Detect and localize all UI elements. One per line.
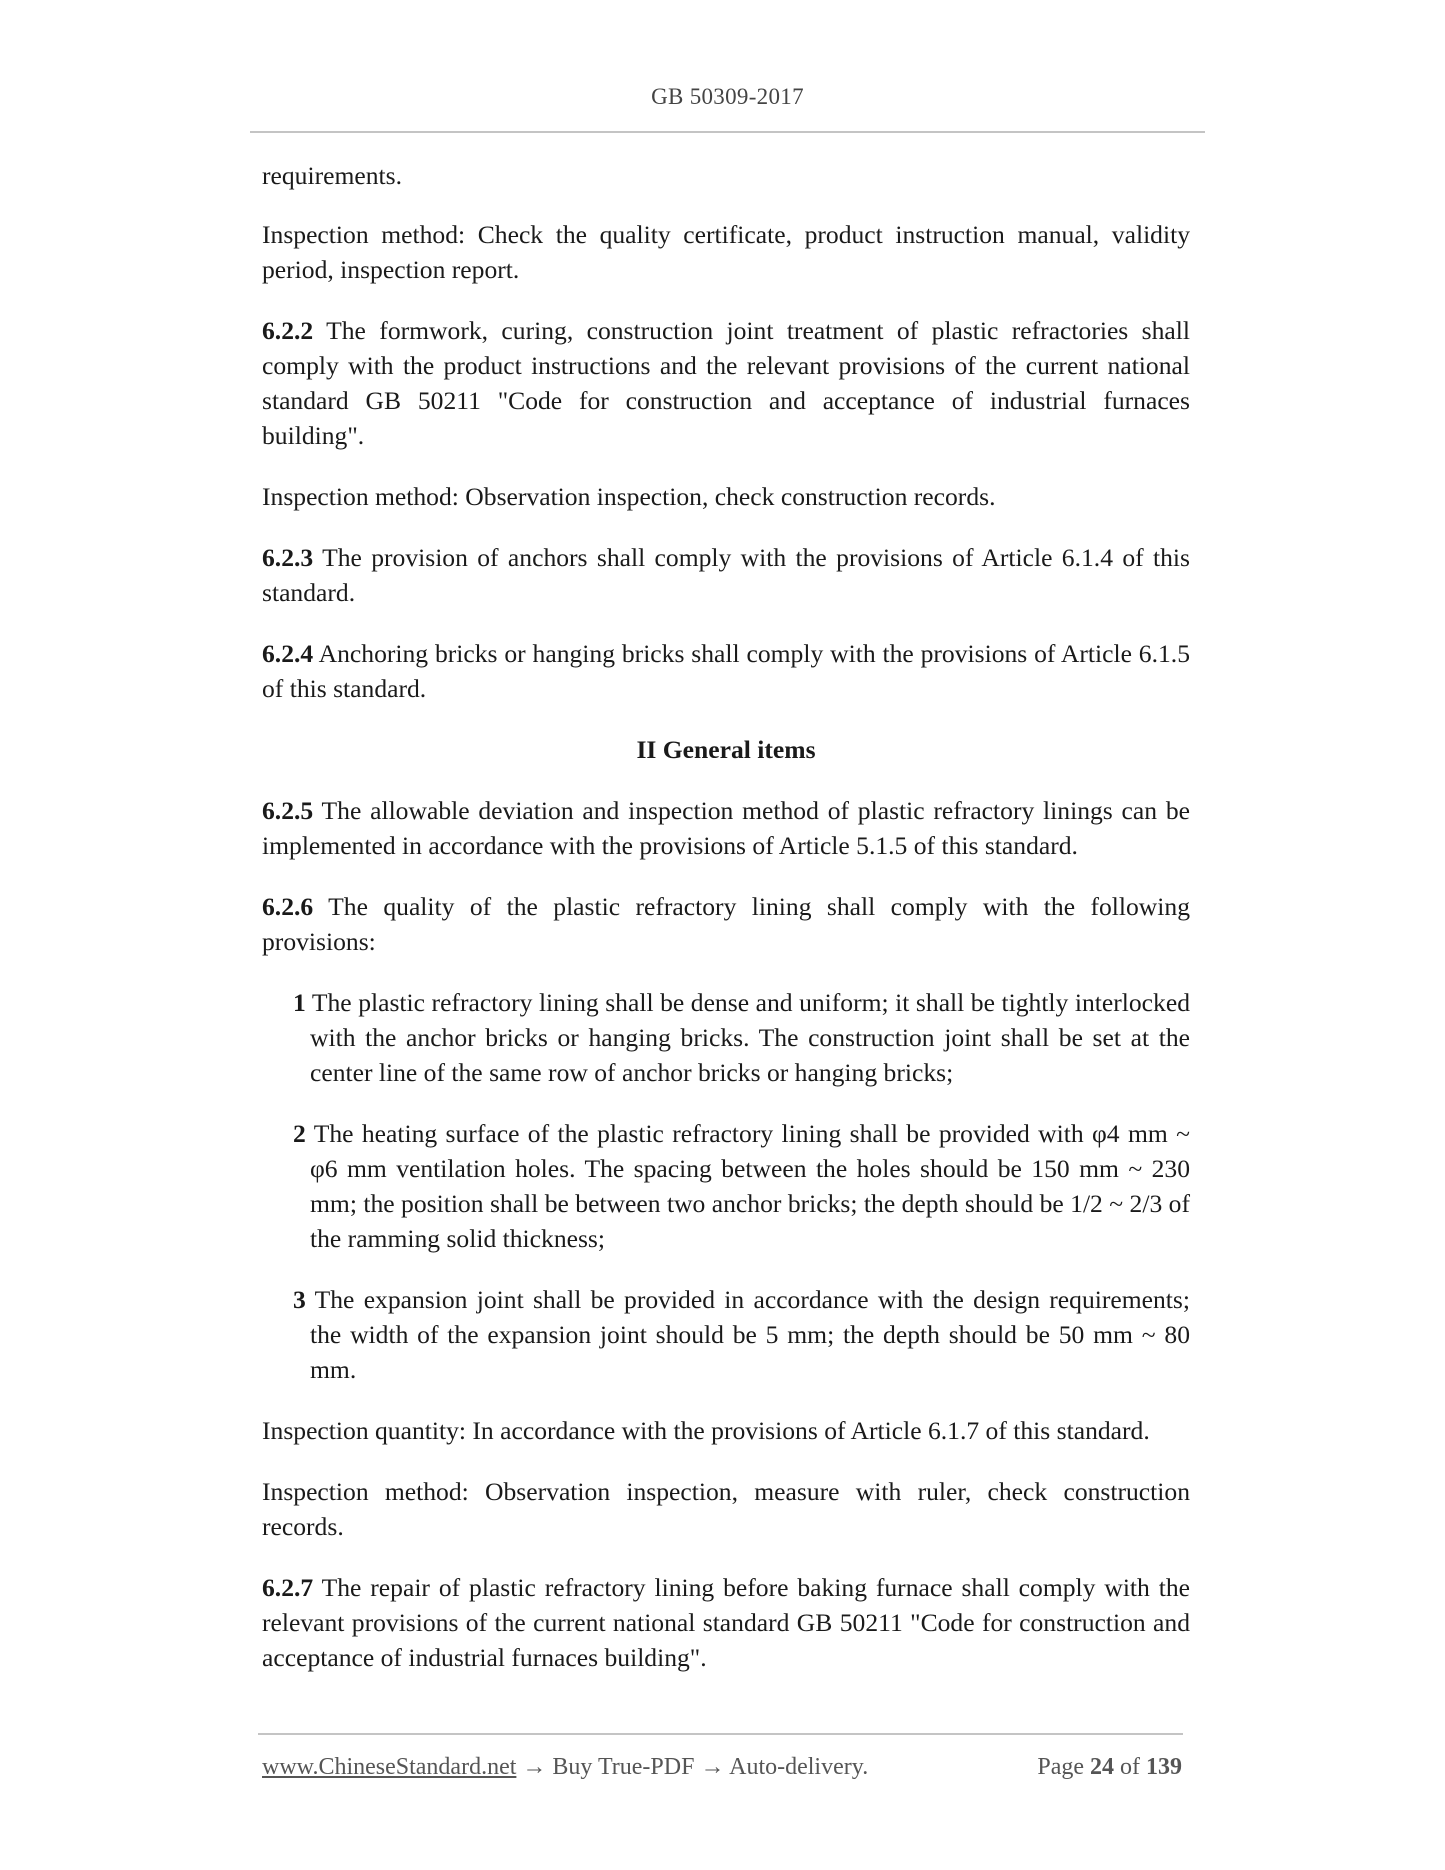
clause-6-2-2 [262, 313, 1190, 453]
promo-text: → Buy True-PDF → Auto-delivery. [516, 1754, 869, 1780]
list-item-text: The heating surface of the plastic refractory lining shall be provided with φ4 mm ~ φ6 mm ventilation holes. The spacing between the holes should be 150 mm ~ 230 mm; the position shall be between two anchor bricks; the depth should be 1/2 ~ 2/3 of the ramming solid thickness; [305, 1119, 1190, 1253]
list-item-number: 1 [293, 988, 306, 1017]
total-pages-number: 139 [1146, 1754, 1182, 1780]
site-link[interactable]: www.ChineseStandard.net [262, 1754, 517, 1780]
list-item-number: 3 [293, 1285, 306, 1314]
footer-promo [262, 1754, 868, 1781]
clause-text: The repair of plastic refractory lining before baking furnace shall comply with the relevant provisions of the current national standard GB 50211 "Code for construction and acceptance of industrial furnaces building". [262, 1573, 1190, 1672]
clause-6-2-4 [262, 636, 1190, 706]
clause-number: 6.2.2 [262, 316, 314, 345]
section-heading: II General items [636, 735, 816, 764]
continuation-paragraph: requirements. [262, 161, 403, 190]
footer-divider [258, 1733, 1183, 1735]
clause-number: 6.2.7 [262, 1573, 314, 1602]
inspection-method-paragraph: Inspection method: Observation inspection, measure with ruler, check construction records. [262, 1477, 1190, 1541]
list-item-text: The expansion joint shall be provided in accordance with the design requirements; the width of the expansion joint should be 5 mm; the depth should be 50 mm ~ 80 mm. [305, 1285, 1190, 1384]
clause-number: 6.2.6 [262, 892, 314, 921]
clause-text: The allowable deviation and inspection method of plastic refractory linings can be implemented in accordance with the provisions of Article 5.1.5 of this standard. [262, 796, 1190, 860]
clause-number: 6.2.4 [262, 639, 314, 668]
of-label: of [1114, 1754, 1146, 1780]
clause-number: 6.2.3 [262, 543, 314, 572]
clause-text: The formwork, curing, construction joint treatment of plastic refractories shall comply with the product instructions and the relevant provisions of the current national standard GB 50211 "Code for construction and acceptance of industrial furnaces building". [262, 316, 1190, 450]
clause-6-2-7 [262, 1570, 1190, 1675]
document-body [262, 158, 1190, 1701]
clause-6-2-3 [262, 540, 1190, 610]
clause-text: The quality of the plastic refractory lining shall comply with the following provisions: [262, 892, 1190, 956]
page-label: Page [1037, 1754, 1090, 1780]
clause-6-2-5 [262, 793, 1190, 863]
list-item [262, 985, 1190, 1090]
list-item-text: The plastic refractory lining shall be dense and uniform; it shall be tightly interlocked with the anchor bricks or hanging bricks. The construction joint shall be set at the center line of the same row of anchor bricks or hanging bricks; [305, 988, 1190, 1087]
header-divider [250, 131, 1205, 133]
clause-number: 6.2.5 [262, 796, 314, 825]
inspection-quantity-paragraph: Inspection quantity: In accordance with the provisions of Article 6.1.7 of this standard. [262, 1416, 1150, 1445]
inspection-method-paragraph: Inspection method: Check the quality certificate, product instruction manual, validity period, inspection report. [262, 220, 1190, 284]
list-item [262, 1282, 1190, 1387]
inspection-method-paragraph: Inspection method: Observation inspection, check construction records. [262, 482, 996, 511]
list-item [262, 1116, 1190, 1256]
clause-text: Anchoring bricks or hanging bricks shall comply with the provisions of Article 6.1.5 of this standard. [262, 639, 1190, 703]
page-indicator [1037, 1754, 1182, 1781]
clause-text: The provision of anchors shall comply with the provisions of Article 6.1.4 of this standard. [262, 543, 1190, 607]
list-item-number: 2 [293, 1119, 306, 1148]
page-header: GB 50309-2017 [651, 84, 804, 109]
current-page-number: 24 [1090, 1754, 1114, 1780]
clause-6-2-6 [262, 889, 1190, 959]
